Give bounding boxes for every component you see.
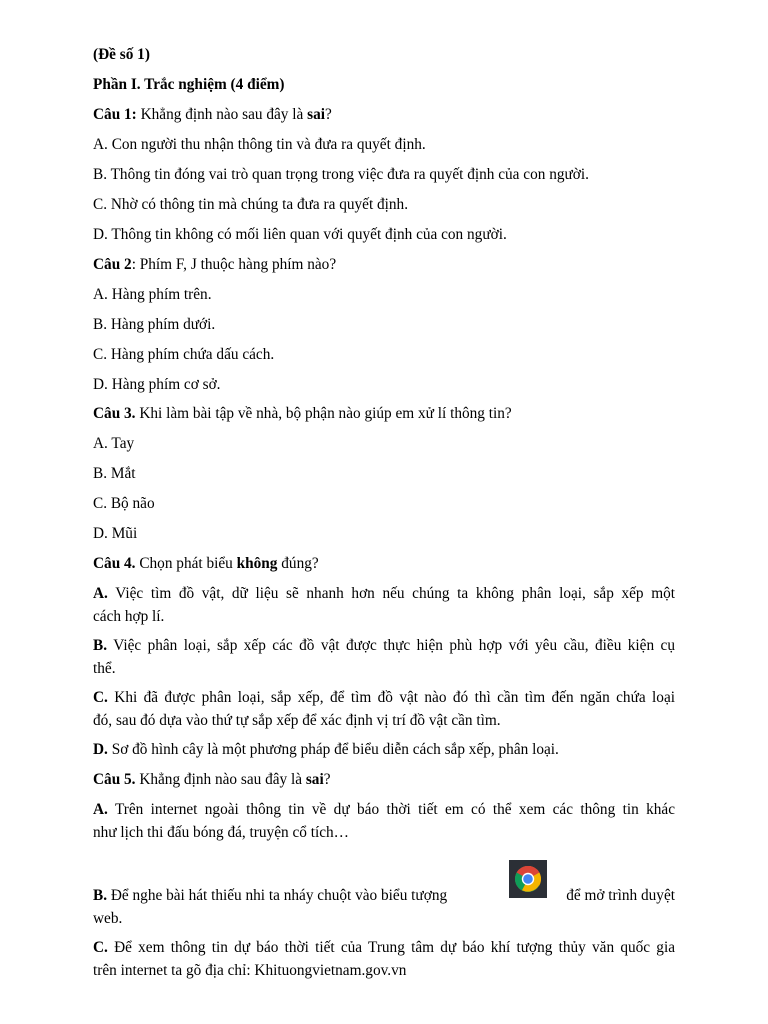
question-2: Câu 2: Phím F, J thuộc hàng phím nào? xyxy=(93,256,337,273)
q1-option-b: B. Thông tin đóng vai trò quan trọng trong việc đưa ra quyết định của con người. xyxy=(93,166,589,183)
question-5: Câu 5. Khẳng định nào sau đây là sai? xyxy=(93,771,331,788)
q4-option-c: C. Khi đã được phân loại, sắp xếp, để tìm đồ vật nào đó thì cần tìm đến ngăn chứa loại đó, sau đó dựa vào thứ tự sắp xếp để xác định vị trí đồ vật cần tìm. xyxy=(93,689,675,729)
q1-option-c: C. Nhờ có thông tin mà chúng ta đưa ra quyết định. xyxy=(93,196,409,213)
q5-option-b: B. Để nghe bài hát thiếu nhi ta nháy chuột vào biểu tượng để mở trình duyệt web. xyxy=(93,885,675,930)
q1-option-a: A. Con người thu nhận thông tin và đưa ra quyết định. xyxy=(93,136,426,153)
question-3: Câu 3. Khi làm bài tập về nhà, bộ phận nào giúp em xử lí thông tin? xyxy=(93,405,512,422)
q2-option-c: C. Hàng phím chứa dấu cách. xyxy=(93,346,275,363)
q3-option-d: D. Mũi xyxy=(93,525,138,542)
q5-option-c: C. Để xem thông tin dự báo thời tiết của Trung tâm dự báo khí tượng thủy văn quốc gia trên internet ta gõ địa chỉ: Khituongvietnam.gov.vn xyxy=(93,939,675,979)
q1-option-d: D. Thông tin không có mối liên quan với quyết định của con người. xyxy=(93,226,507,243)
q4-option-b: B. Việc phân loại, sắp xếp các đồ vật được thực hiện phù hợp với yêu cầu, điều kiện cụ thể. xyxy=(93,637,675,677)
q2-option-b: B. Hàng phím dưới. xyxy=(93,316,216,333)
q2-option-a: A. Hàng phím trên. xyxy=(93,286,212,303)
question-4: Câu 4. Chọn phát biểu không đúng? xyxy=(93,555,319,572)
section-title: Phần I. Trắc nghiệm (4 điểm) xyxy=(93,76,285,93)
q3-option-a: A. Tay xyxy=(93,435,135,452)
exam-header: (Đề số 1) xyxy=(93,46,150,63)
question-1: Câu 1: Khẳng định nào sau đây là sai? xyxy=(93,106,332,123)
q5-option-a: A. Trên internet ngoài thông tin về dự báo thời tiết em có thể xem các thông tin khác như lịch thi đấu bóng đá, truyện cổ tích… xyxy=(93,801,675,841)
q4-option-a: A. Việc tìm đồ vật, dữ liệu sẽ nhanh hơn nếu chúng ta không phân loại, sắp xếp một cách hợp lí. xyxy=(93,585,675,625)
q2-option-d: D. Hàng phím cơ sở. xyxy=(93,376,221,393)
q3-option-c: C. Bộ não xyxy=(93,495,155,512)
q4-option-d: D. Sơ đồ hình cây là một phương pháp để biểu diễn cách sắp xếp, phân loại. xyxy=(93,741,559,758)
chrome-icon xyxy=(509,860,547,898)
q3-option-b: B. Mắt xyxy=(93,465,136,482)
